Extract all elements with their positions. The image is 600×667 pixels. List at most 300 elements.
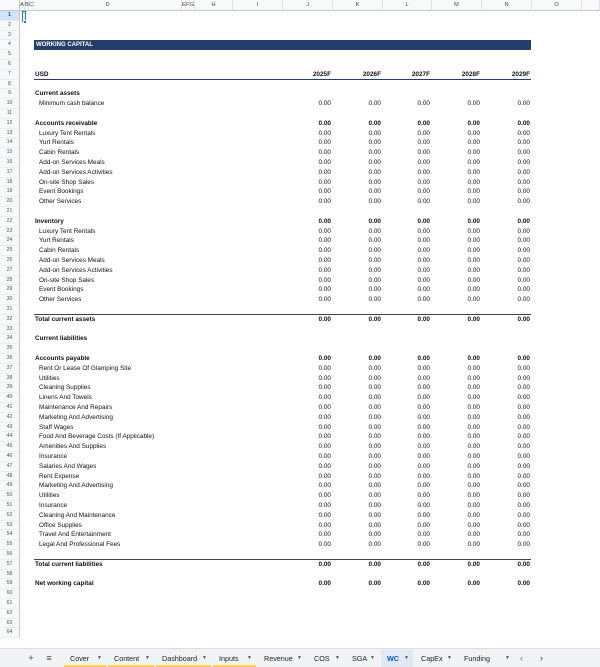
value-cell: 0.00 (417, 482, 430, 490)
value-cell: 0.00 (467, 315, 480, 323)
tab-label: CapEx (421, 654, 443, 663)
row-header[interactable]: 51 (0, 501, 20, 511)
row-header[interactable]: 30 (0, 295, 20, 305)
value-cell: 0.00 (318, 296, 331, 304)
value-cell: 0.00 (368, 482, 381, 490)
value-cell: 0.00 (467, 217, 480, 225)
caret-down-icon[interactable]: ▼ (97, 655, 102, 661)
tab-label: Cover (70, 654, 90, 663)
row-header[interactable]: 26 (0, 256, 20, 266)
row-header[interactable]: 16 (0, 158, 20, 168)
value-cell: 0.00 (318, 413, 331, 421)
row-label: Marketing And Advertising (39, 413, 113, 421)
value-cell: 0.00 (417, 217, 430, 225)
sheet-tab-revenue[interactable] (258, 650, 306, 667)
row-label: Net working capital (35, 580, 94, 588)
column-header[interactable]: E (182, 0, 186, 11)
year-header: 2029F (511, 70, 530, 78)
value-cell: 0.00 (417, 531, 430, 539)
value-cell: 0.00 (517, 276, 530, 284)
value-cell: 0.00 (318, 129, 331, 137)
value-cell: 0.00 (368, 257, 381, 264)
row-header[interactable]: 7 (0, 70, 20, 80)
value-cell: 0.00 (368, 492, 381, 500)
row-header[interactable]: 20 (0, 197, 20, 207)
value-cell: 0.00 (467, 129, 480, 137)
value-cell: 0.00 (417, 413, 430, 421)
row-label: Maintenance And Repairs (39, 404, 113, 411)
value-cell: 0.00 (368, 149, 381, 157)
value-cell: 0.00 (417, 472, 430, 480)
row-label: Event Bookings (39, 188, 84, 196)
row-label: Event Bookings (39, 286, 84, 294)
row-header[interactable]: 49 (0, 481, 20, 491)
value-cell: 0.00 (318, 257, 331, 264)
row-label: Inventory (35, 217, 64, 225)
value-cell: 0.00 (318, 149, 331, 157)
column-header[interactable]: D (34, 0, 182, 11)
row-header[interactable]: 62 (0, 609, 20, 619)
caret-down-icon[interactable]: ▼ (202, 655, 207, 661)
value-cell: 0.00 (467, 247, 480, 255)
row-label: Current assets (35, 90, 80, 98)
column-header[interactable]: L (383, 0, 432, 11)
sheet-tab-bar (0, 648, 600, 667)
column-header[interactable]: A (20, 0, 25, 11)
caret-down-icon[interactable]: ▼ (297, 655, 302, 661)
value-cell: 0.00 (467, 433, 480, 441)
row-header[interactable]: 44 (0, 432, 20, 442)
row-header[interactable]: 5 (0, 50, 20, 60)
row-header[interactable]: 39 (0, 383, 20, 393)
value-cell: 0.00 (318, 227, 331, 235)
row-label: On-site Shop Sales (39, 178, 95, 186)
column-header[interactable]: O (532, 0, 582, 11)
value-cell: 0.00 (417, 276, 430, 284)
fill-handle[interactable] (23, 20, 27, 24)
select-all-corner[interactable] (0, 0, 20, 11)
value-cell: 0.00 (517, 237, 530, 245)
value-cell: 0.00 (467, 119, 480, 127)
row-label: Total current liabilities (35, 560, 103, 568)
row-header[interactable]: 46 (0, 452, 20, 462)
row-header[interactable]: 24 (0, 236, 20, 246)
value-cell: 0.00 (467, 511, 480, 519)
value-cell: 0.00 (368, 423, 381, 431)
value-cell: 0.00 (517, 100, 530, 108)
tab-label: WC (387, 654, 399, 663)
value-cell: 0.00 (417, 394, 430, 402)
row-label: Rent Expense (39, 472, 80, 480)
value-cell: 0.00 (517, 404, 530, 411)
row-header[interactable]: 29 (0, 285, 20, 295)
value-cell: 0.00 (318, 531, 331, 539)
value-cell: 0.00 (467, 560, 480, 568)
value-cell: 0.00 (318, 286, 331, 294)
caret-down-icon[interactable]: ▼ (145, 655, 150, 661)
sheet-tab-cover[interactable] (64, 650, 106, 667)
value-cell: 0.00 (467, 443, 480, 451)
row-label: Accounts receivable (35, 119, 98, 127)
header-underline (34, 79, 531, 80)
row-label: Salaries And Wages (39, 462, 97, 470)
row-header[interactable]: 60 (0, 589, 20, 599)
row-header[interactable]: 48 (0, 472, 20, 482)
value-cell: 0.00 (368, 374, 381, 382)
row-header[interactable]: 56 (0, 550, 20, 560)
value-cell: 0.00 (417, 374, 430, 382)
value-cell: 0.00 (368, 453, 381, 460)
row-label: Accounts payable (35, 355, 90, 362)
value-cell: 0.00 (517, 355, 530, 362)
row-header[interactable]: 2 (0, 21, 20, 31)
row-header[interactable]: 43 (0, 423, 20, 433)
value-cell: 0.00 (467, 139, 480, 147)
value-cell: 0.00 (417, 296, 430, 304)
column-header[interactable]: H (195, 0, 233, 11)
row-header[interactable]: 25 (0, 246, 20, 256)
sheet-tab-dashboard[interactable] (156, 650, 211, 667)
value-cell: 0.00 (467, 423, 480, 431)
value-cell: 0.00 (368, 433, 381, 441)
row-header[interactable]: 23 (0, 227, 20, 237)
value-cell: 0.00 (368, 472, 381, 480)
row-header[interactable]: 9 (0, 89, 20, 99)
value-cell: 0.00 (318, 139, 331, 147)
row-header[interactable]: 10 (0, 99, 20, 109)
caret-down-icon[interactable]: ▼ (505, 655, 510, 661)
row-header[interactable]: 15 (0, 148, 20, 158)
row-header[interactable]: 59 (0, 579, 20, 589)
tab-label: Inputs (219, 654, 239, 663)
value-cell: 0.00 (368, 129, 381, 137)
row-header[interactable]: 31 (0, 305, 20, 315)
value-cell: 0.00 (368, 286, 381, 294)
column-header[interactable]: C (29, 0, 34, 11)
row-header[interactable]: 52 (0, 511, 20, 521)
row-header[interactable]: 38 (0, 374, 20, 384)
row-header[interactable]: 11 (0, 109, 20, 119)
row-header[interactable]: 50 (0, 491, 20, 501)
value-cell: 0.00 (417, 462, 430, 470)
row-label: Amenities And Supplies (39, 443, 107, 451)
value-cell: 0.00 (517, 178, 530, 186)
row-label: Yurt Rentals (39, 139, 74, 147)
year-header: 2027F (411, 70, 430, 78)
value-cell: 0.00 (318, 237, 331, 245)
row-header[interactable]: 37 (0, 364, 20, 374)
value-cell: 0.00 (417, 541, 430, 549)
value-cell: 0.00 (368, 266, 381, 274)
value-cell: 0.00 (467, 168, 480, 176)
row-header[interactable]: 57 (0, 560, 20, 570)
value-cell: 0.00 (368, 188, 381, 196)
value-cell: 0.00 (467, 531, 480, 539)
row-label: Cleaning Supplies (39, 384, 91, 392)
column-header[interactable]: N (482, 0, 532, 11)
value-cell: 0.00 (467, 159, 480, 166)
value-cell: 0.00 (417, 580, 430, 588)
tab-label: Revenue (264, 654, 293, 663)
value-cell: 0.00 (417, 423, 430, 431)
value-cell: 0.00 (517, 139, 530, 147)
caret-down-icon[interactable]: ▼ (404, 655, 409, 661)
value-cell: 0.00 (467, 462, 480, 470)
plus-icon[interactable]: + (28, 653, 34, 663)
row-header[interactable]: 8 (0, 80, 20, 90)
value-cell: 0.00 (467, 296, 480, 304)
row-header[interactable]: 28 (0, 276, 20, 286)
value-cell: 0.00 (467, 178, 480, 186)
value-cell: 0.00 (318, 462, 331, 470)
value-cell: 0.00 (517, 531, 530, 539)
column-header[interactable]: B (25, 0, 29, 11)
row-label: Office Supplies (39, 521, 82, 529)
value-cell: 0.00 (517, 159, 530, 166)
value-cell: 0.00 (417, 149, 430, 157)
row-header[interactable]: 1 (0, 11, 20, 21)
caret-down-icon[interactable]: ▼ (447, 655, 452, 661)
value-cell: 0.00 (318, 423, 331, 431)
value-cell: 0.00 (517, 511, 530, 519)
caret-down-icon[interactable]: ▼ (247, 655, 252, 661)
tab-label: SGA (352, 654, 368, 663)
year-header: 2026F (362, 70, 381, 78)
value-cell: 0.00 (417, 168, 430, 176)
value-cell: 0.00 (417, 364, 430, 372)
value-cell: 0.00 (417, 502, 430, 509)
value-cell: 0.00 (368, 237, 381, 245)
value-cell: 0.00 (318, 541, 331, 549)
row-label: Insurance (39, 502, 68, 509)
value-cell: 0.00 (368, 198, 381, 206)
column-header[interactable]: F (186, 0, 190, 11)
row-header[interactable]: 58 (0, 570, 20, 580)
value-cell: 0.00 (318, 355, 331, 362)
caret-down-icon[interactable]: ▼ (335, 655, 340, 661)
row-header[interactable]: 61 (0, 599, 20, 609)
value-cell: 0.00 (417, 100, 430, 108)
row-label: Utilities (39, 374, 60, 382)
sheet-tab-wc[interactable] (381, 650, 413, 667)
sheet-tab-cos[interactable] (308, 650, 344, 667)
value-cell: 0.00 (368, 159, 381, 166)
menu-icon[interactable]: ≡ (46, 653, 52, 663)
value-cell: 0.00 (318, 453, 331, 460)
row-header[interactable]: 22 (0, 217, 20, 227)
sheet-tab-inputs[interactable] (213, 650, 256, 667)
row-header[interactable]: 36 (0, 354, 20, 364)
row-header[interactable]: 3 (0, 31, 20, 41)
value-cell: 0.00 (467, 394, 480, 402)
row-header[interactable]: 40 (0, 393, 20, 403)
row-header[interactable]: 54 (0, 530, 20, 540)
chevron-right-icon[interactable]: › (540, 653, 543, 663)
value-cell: 0.00 (417, 257, 430, 264)
value-cell: 0.00 (318, 433, 331, 441)
column-header[interactable]: I (233, 0, 283, 11)
value-cell: 0.00 (417, 266, 430, 274)
row-label: Rent Or Lease Of Glamping Site (39, 364, 131, 372)
row-header[interactable]: 45 (0, 442, 20, 452)
value-cell: 0.00 (368, 247, 381, 255)
value-cell: 0.00 (517, 364, 530, 372)
row-header[interactable]: 53 (0, 521, 20, 531)
value-cell: 0.00 (368, 119, 381, 127)
row-label: Insurance (39, 453, 68, 460)
value-cell: 0.00 (318, 394, 331, 402)
value-cell: 0.00 (517, 384, 530, 392)
value-cell: 0.00 (517, 227, 530, 235)
value-cell: 0.00 (517, 462, 530, 470)
value-cell: 0.00 (517, 198, 530, 206)
row-header[interactable]: 21 (0, 207, 20, 217)
value-cell: 0.00 (368, 443, 381, 451)
value-cell: 0.00 (417, 139, 430, 147)
value-cell: 0.00 (368, 355, 381, 362)
row-header[interactable]: 33 (0, 325, 20, 335)
row-header[interactable]: 4 (0, 40, 20, 50)
row-header[interactable]: 6 (0, 60, 20, 70)
row-header[interactable]: 32 (0, 315, 20, 325)
value-cell: 0.00 (318, 472, 331, 480)
row-header[interactable]: 41 (0, 403, 20, 413)
row-header[interactable]: 35 (0, 344, 20, 354)
value-cell: 0.00 (368, 276, 381, 284)
value-cell: 0.00 (467, 364, 480, 372)
value-cell: 0.00 (318, 198, 331, 206)
value-cell: 0.00 (467, 482, 480, 490)
row-label: Legal And Professional Fees (39, 541, 121, 549)
value-cell: 0.00 (318, 178, 331, 186)
value-cell: 0.00 (517, 149, 530, 157)
chevron-left-icon[interactable]: ‹ (520, 653, 523, 663)
value-cell: 0.00 (417, 286, 430, 294)
value-cell: 0.00 (417, 404, 430, 411)
working-capital-banner: WORKING CAPITAL (34, 40, 531, 50)
row-header[interactable]: 12 (0, 119, 20, 129)
value-cell: 0.00 (517, 443, 530, 451)
sheet-tab-funding[interactable] (458, 650, 514, 667)
value-cell: 0.00 (318, 119, 331, 127)
value-cell: 0.00 (368, 394, 381, 402)
row-header[interactable]: 18 (0, 178, 20, 188)
value-cell: 0.00 (517, 286, 530, 294)
row-label: On-site Shop Sales (39, 276, 95, 284)
row-header[interactable]: 13 (0, 129, 20, 139)
row-label: Cabin Rentals (39, 247, 80, 255)
row-header[interactable]: 14 (0, 138, 20, 148)
value-cell: 0.00 (467, 266, 480, 274)
value-cell: 0.00 (318, 168, 331, 176)
row-header[interactable]: 42 (0, 413, 20, 423)
value-cell: 0.00 (368, 296, 381, 304)
value-cell: 0.00 (417, 521, 430, 529)
value-cell: 0.00 (318, 266, 331, 274)
row-label: Cleaning And Maintenance (39, 511, 116, 519)
sheet-tab-sga[interactable] (346, 650, 379, 667)
value-cell: 0.00 (517, 394, 530, 402)
value-cell: 0.00 (517, 492, 530, 500)
value-cell: 0.00 (318, 217, 331, 225)
value-cell: 0.00 (318, 511, 331, 519)
value-cell: 0.00 (318, 100, 331, 108)
value-cell: 0.00 (417, 247, 430, 255)
row-header[interactable]: 17 (0, 168, 20, 178)
value-cell: 0.00 (517, 247, 530, 255)
value-cell: 0.00 (467, 355, 480, 362)
row-label: Add-on Services Activities (39, 168, 113, 176)
column-header[interactable]: G (190, 0, 195, 11)
value-cell: 0.00 (467, 413, 480, 421)
value-cell: 0.00 (467, 453, 480, 460)
row-label: Other Services (39, 198, 82, 206)
value-cell: 0.00 (417, 178, 430, 186)
value-cell: 0.00 (318, 276, 331, 284)
value-cell: 0.00 (368, 227, 381, 235)
row-label: Add-on Services Meals (39, 159, 105, 166)
value-cell: 0.00 (417, 492, 430, 500)
row-label: Cabin Rentals (39, 149, 80, 157)
row-header[interactable]: 19 (0, 187, 20, 197)
value-cell: 0.00 (467, 188, 480, 196)
value-cell: 0.00 (467, 286, 480, 294)
value-cell: 0.00 (318, 159, 331, 166)
column-header[interactable] (582, 0, 600, 11)
column-header[interactable]: J (283, 0, 333, 11)
row-label: Add-on Services Meals (39, 257, 105, 264)
value-cell: 0.00 (318, 580, 331, 588)
value-cell: 0.00 (417, 511, 430, 519)
row-label: Linens And Towels (39, 394, 92, 402)
value-cell: 0.00 (368, 178, 381, 186)
column-header[interactable]: K (333, 0, 383, 11)
value-cell: 0.00 (517, 168, 530, 176)
row-header[interactable]: 47 (0, 462, 20, 472)
value-cell: 0.00 (417, 129, 430, 137)
value-cell: 0.00 (318, 443, 331, 451)
value-cell: 0.00 (517, 560, 530, 568)
row-header[interactable]: 34 (0, 334, 20, 344)
tab-label: Content (114, 654, 140, 663)
row-header[interactable]: 64 (0, 628, 20, 638)
value-cell: 0.00 (318, 492, 331, 500)
value-cell: 0.00 (467, 149, 480, 157)
value-cell: 0.00 (368, 531, 381, 539)
value-cell: 0.00 (368, 139, 381, 147)
row-header[interactable]: 63 (0, 619, 20, 629)
value-cell: 0.00 (417, 159, 430, 166)
value-cell: 0.00 (417, 355, 430, 362)
value-cell: 0.00 (467, 404, 480, 411)
value-cell: 0.00 (417, 188, 430, 196)
value-cell: 0.00 (467, 492, 480, 500)
value-cell: 0.00 (368, 100, 381, 108)
row-label: Other Services (39, 296, 82, 304)
row-label: Marketing And Advertising (39, 482, 113, 490)
row-label: Travel And Entertainment (39, 531, 111, 539)
value-cell: 0.00 (467, 541, 480, 549)
column-header[interactable]: M (432, 0, 482, 11)
sheet-tab-capex[interactable] (415, 650, 456, 667)
caret-down-icon[interactable]: ▼ (370, 655, 375, 661)
sheet-tab-content[interactable] (108, 650, 154, 667)
row-header[interactable]: 27 (0, 266, 20, 276)
value-cell: 0.00 (318, 188, 331, 196)
row-label: Food And Beverage Costs (If Applicable) (39, 433, 155, 441)
row-label: Minimum cash balance (39, 100, 105, 108)
row-header[interactable]: 55 (0, 540, 20, 550)
